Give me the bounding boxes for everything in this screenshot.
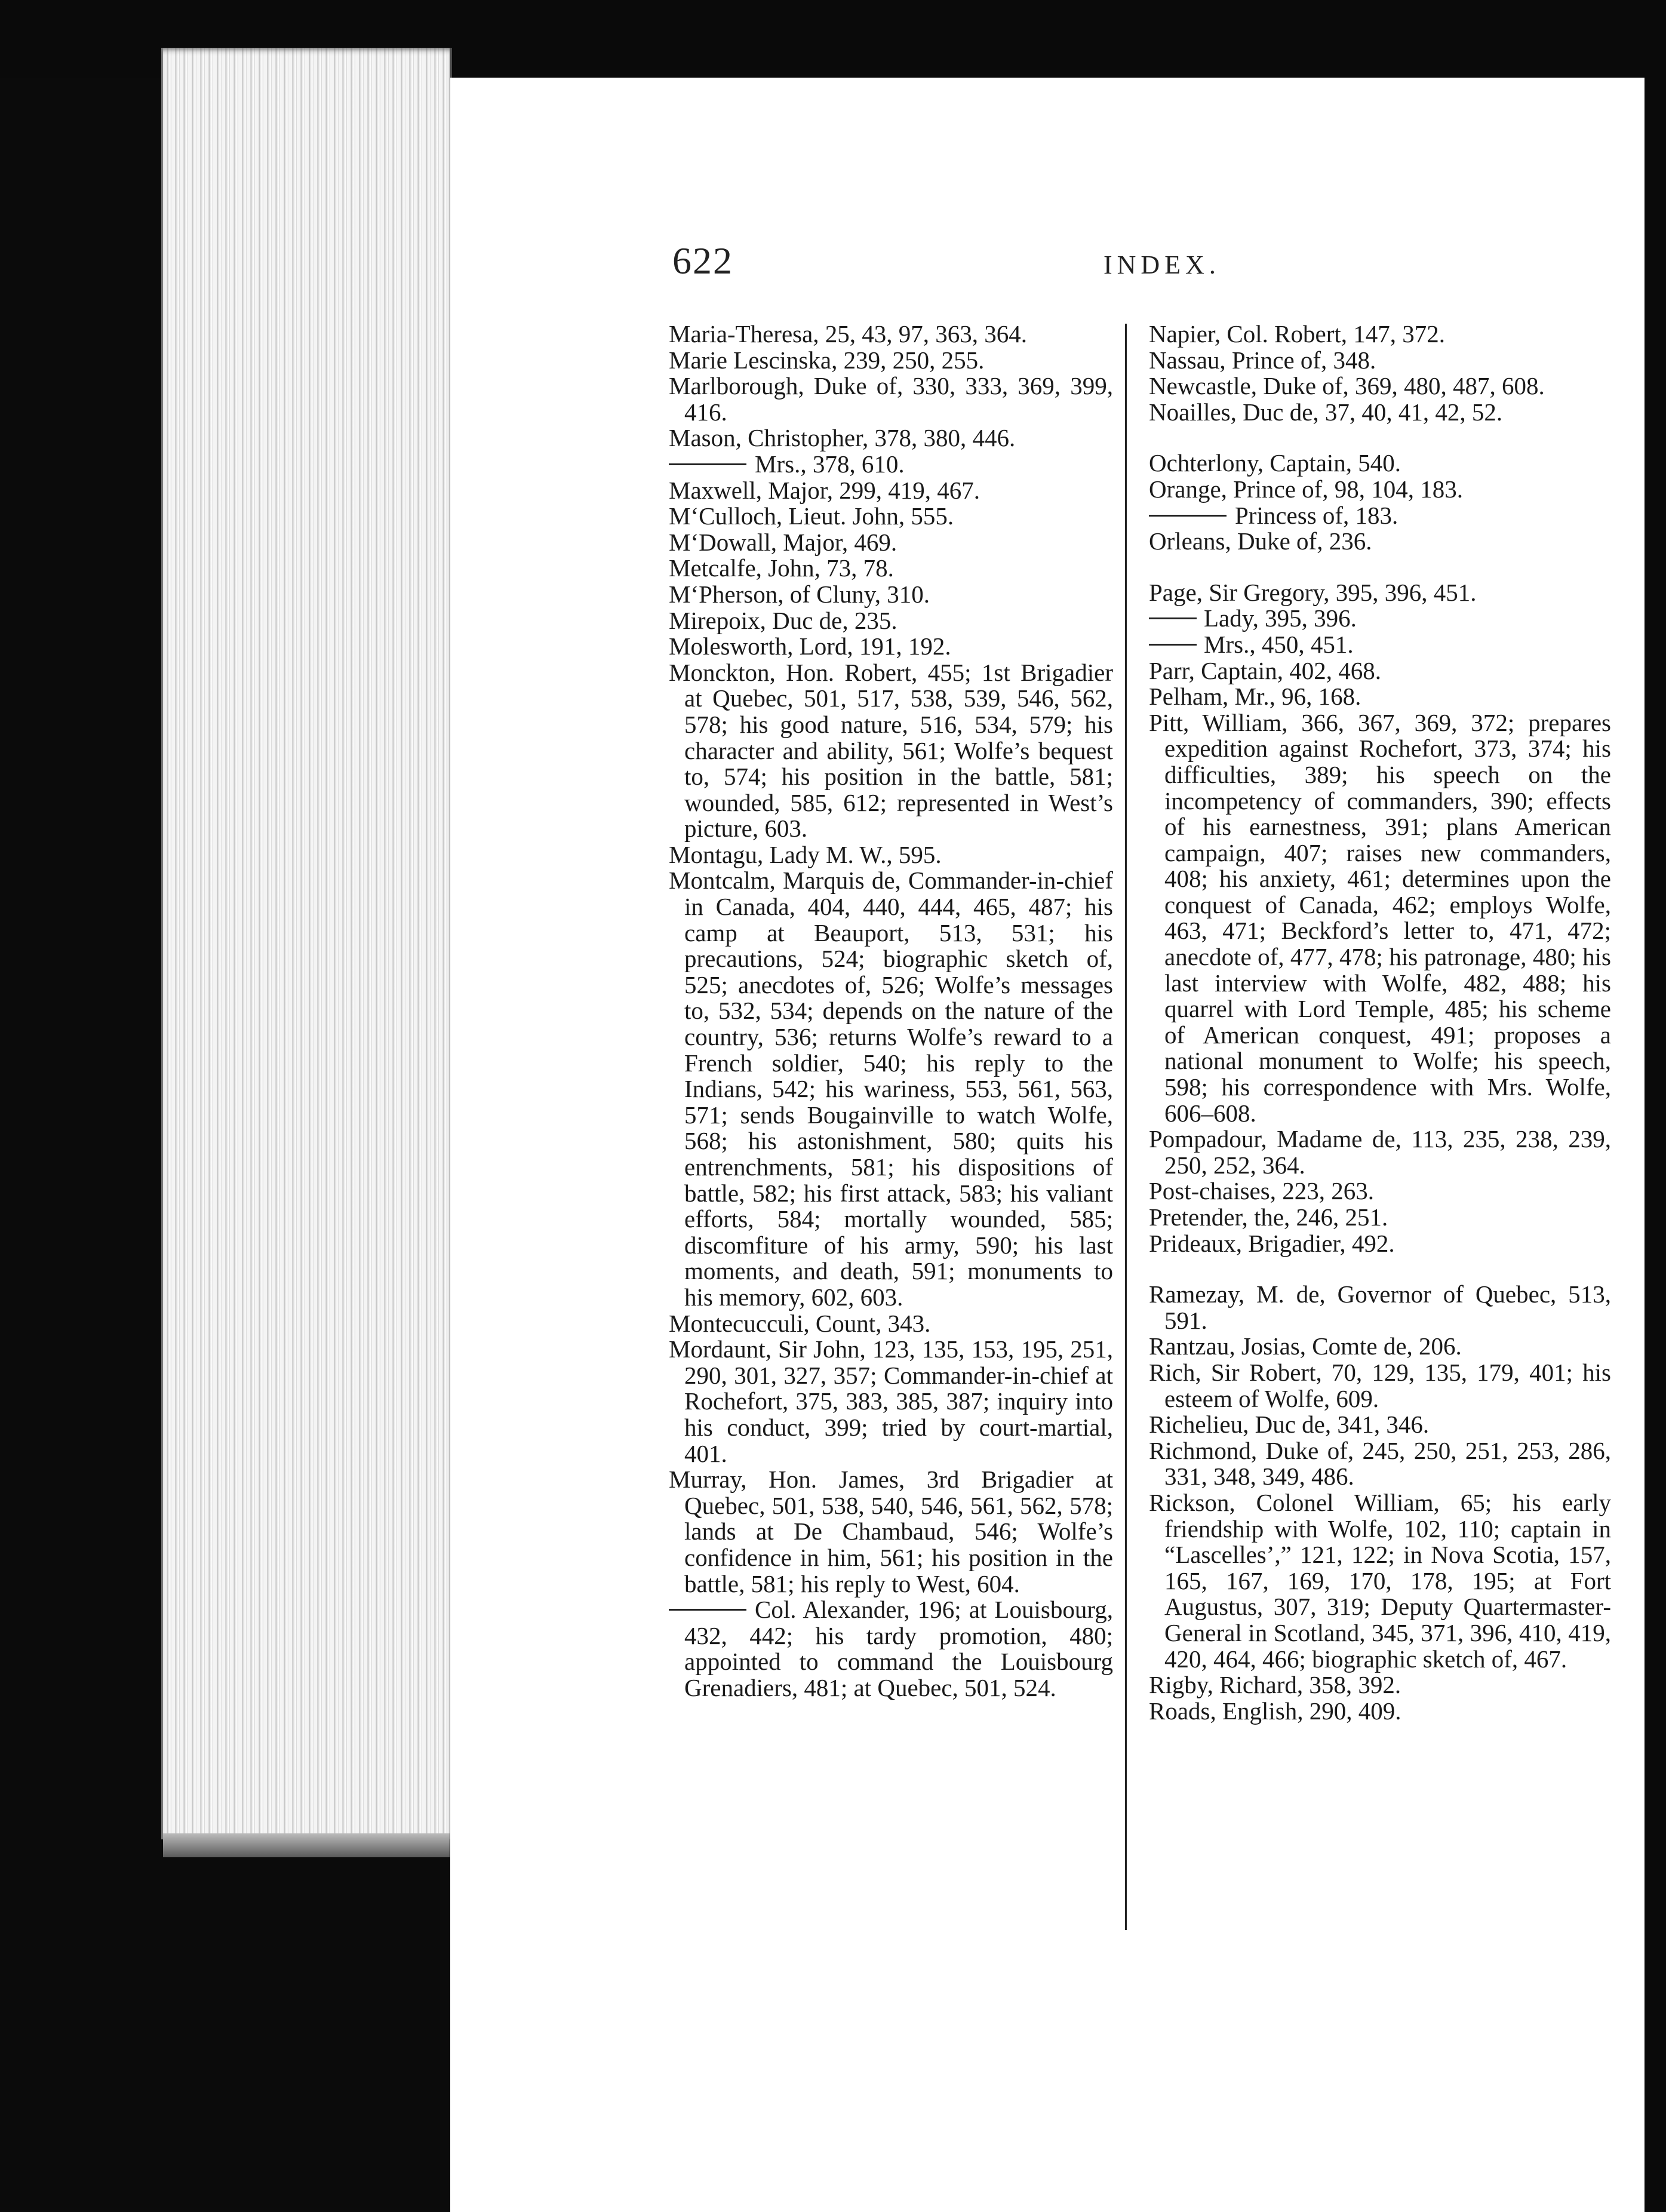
index-entry: M‘Culloch, Lieut. John, 555. (669, 502, 954, 530)
index-entry: Maxwell, Major, 299, 419, 467. (669, 476, 980, 504)
index-entry: Maria-Theresa, 25, 43, 97, 363, 364. (669, 320, 1028, 348)
running-head: INDEX. (1104, 250, 1221, 279)
index-entry: Molesworth, Lord, 191, 192. (669, 632, 951, 660)
index-entry: Rich, Sir Robert, 70, 129, 135, 179, 401; his esteem of Wolfe, 609. (1149, 1358, 1611, 1412)
page-header (672, 239, 1568, 305)
index-entry: Rantzau, Josias, Comte de, 206. (1149, 1332, 1462, 1360)
index-entry: Montcalm, Marquis de, Commander-in-chief in Canada, 404, 440, 444, 465, 487; his camp at Beauport, 513, 531; his precautions, 524; biographic sketch of, 525; anecdotes of, 526; Wolfe’s messages to, 532, 534; depends on the nature of the country, 536; returns Wolfe’s reward to a French soldier, 540; his reply to the Indians, 542; his wariness, 553, 561, 563, 571; sends Bougainville to watch Wolfe, 568; his astonishment, 580; quits his entrenchments, 581; his dispositions of battle, 582; his first attack, 583; his valiant efforts, 584; mortally wounded, 585; discomfiture of his army, 590; his last moments, and death, 591; monuments to his memory, 602, 603. (669, 867, 1113, 1311)
letter-section-gap (1149, 1256, 1611, 1282)
index-entry: Mason, Christopher, 378, 380, 446. (669, 424, 1016, 452)
index-entry: Marie Lescinska, 239, 250, 255. (669, 346, 985, 374)
index-entry: Richmond, Duke of, 245, 250, 251, 253, 286, 331, 348, 349, 486. (1149, 1436, 1611, 1491)
index-entry: M‘Dowall, Major, 469. (669, 528, 897, 556)
index-entry: Metcalfe, John, 73, 78. (669, 554, 894, 582)
index-entry: Rigby, Richard, 358, 392. (1149, 1671, 1401, 1699)
index-entry: Orleans, Duke of, 236. (1149, 527, 1372, 555)
letter-section-gap (1149, 555, 1611, 580)
letter-section-gap (1149, 425, 1611, 450)
index-entry: Page, Sir Gregory, 395, 396, 451. (1149, 578, 1477, 606)
index-entry: Newcastle, Duke of, 369, 480, 487, 608. (1149, 372, 1545, 400)
index-column-left (669, 321, 1113, 1701)
index-entry: Montecucculi, Count, 343. (669, 1309, 931, 1337)
index-entry: Pelham, Mr., 96, 168. (1149, 683, 1361, 711)
index-entry: Mirepoix, Duc de, 235. (669, 606, 897, 634)
scan-border-right (1642, 0, 1666, 2212)
index-column-right (1149, 321, 1611, 1724)
index-entry: M‘Pherson, of Cluny, 310. (669, 580, 930, 608)
index-entry: Nassau, Prince of, 348. (1149, 346, 1376, 374)
index-entry: Pitt, William, 366, 367, 369, 372; prepares expedition against Rochefort, 373, 374; his difficulties, 389; his speech on the incompetency of commanders, 390; effects of his earnestness, 391; plans American campaign, 407; raises new commanders, 408; his anxiety, 461; determines upon the conquest of Canada, 462; employs Wolfe, 463, 471; Beckford’s letter to, 471, 472; anecdote of, 477, 478; his patronage, 480; his last interview with Wolfe, 482, 488; his quarrel with Lord Temple, 485; his scheme of American conquest, 491; proposes a national monument to Wolfe; his speech, 598; his correspondence with Mrs. Wolfe, 606–608. (1149, 708, 1611, 1127)
page-number: 622 (672, 239, 733, 282)
index-entry: Richelieu, Duc de, 341, 346. (1149, 1411, 1430, 1439)
index-entry: Murray, Hon. James, 3rd Brigadier at Quebec, 501, 538, 540, 546, 561, 562, 578; lands at De Chambaud, 546; Wolfe’s confidence in him, 561; his position in the battle, 581; his reply to West, 604. (669, 1466, 1113, 1597)
index-entry: Roads, English, 290, 409. (1149, 1697, 1401, 1725)
book-page (450, 78, 1645, 2212)
column-divider (1125, 324, 1127, 1930)
index-entry: Napier, Col. Robert, 147, 372. (1149, 320, 1445, 348)
index-entry: Pompadour, Madame de, 113, 235, 238, 239, 250, 252, 364. (1149, 1125, 1611, 1179)
index-subentry: Mrs., 378, 610. (669, 451, 1113, 478)
index-entry: Post-chaises, 223, 263. (1149, 1177, 1374, 1205)
index-subentry: Princess of, 183. (1149, 503, 1611, 529)
index-entry: Pretender, the, 246, 251. (1149, 1203, 1388, 1231)
index-subentry: Mrs., 450, 451. (1149, 632, 1611, 658)
index-entry: Prideaux, Brigadier, 492. (1149, 1229, 1395, 1257)
index-entry: Marlborough, Duke of, 330, 333, 369, 399, 416. (669, 372, 1113, 426)
index-entry: Rickson, Colonel William, 65; his early friendship with Wolfe, 102, 110; captain in “Lascelles’,” 121, 122; in Nova Scotia, 157, 165, 167, 169, 170, 178, 195; at Fort Augustus, 307, 319; Deputy Quartermaster-General in Scotland, 345, 371, 396, 410, 419, 420, 464, 466; biographic sketch of, 467. (1149, 1488, 1611, 1673)
index-entry: Ramezay, M. de, Governor of Quebec, 513, 591. (1149, 1280, 1611, 1334)
index-entry: Mordaunt, Sir John, 123, 135, 153, 195, 251, 290, 301, 327, 357; Commander-in-chief at Rochefort, 375, 383, 385, 387; inquiry into his conduct, 399; tried by court-martial, 401. (669, 1335, 1113, 1467)
index-entry: Montagu, Lady M. W., 595. (669, 840, 942, 868)
index-subentry: Lady, 395, 396. (1149, 606, 1611, 632)
index-entry: Monckton, Hon. Robert, 455; 1st Brigadier at Quebec, 501, 517, 538, 539, 546, 562, 578; his good nature, 516, 534, 579; his character and ability, 561; Wolfe’s bequest to, 574; his position in the battle, 581; wounded, 585, 612; represented in West’s picture, 603. (669, 658, 1113, 843)
index-subentry: Col. Alexander, 196; at Louisbourg, 432, 442; his tardy promotion, 480; appointed to command the Louisbourg Grenadiers, 481; at Quebec, 501, 524. (669, 1597, 1113, 1701)
book-page-edges (161, 48, 452, 1839)
index-entry: Parr, Captain, 402, 468. (1149, 656, 1381, 684)
index-entry: Orange, Prince of, 98, 104, 183. (1149, 475, 1464, 503)
index-entry: Noailles, Duc de, 37, 40, 41, 42, 52. (1149, 398, 1503, 426)
index-entry: Ochterlony, Captain, 540. (1149, 449, 1401, 477)
